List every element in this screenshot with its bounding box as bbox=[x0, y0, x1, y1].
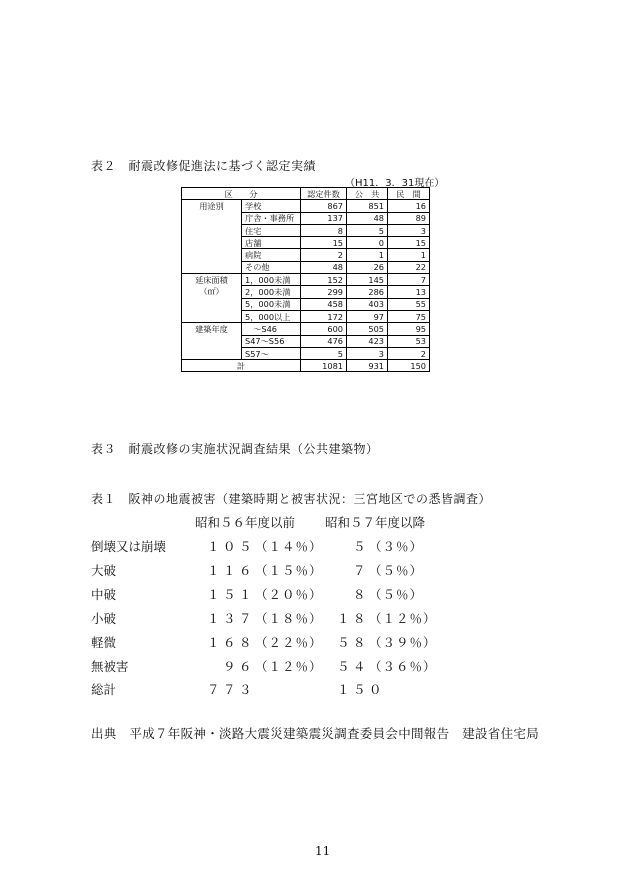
certified-count: 458 bbox=[301, 298, 347, 310]
header-certified: 認定件数 bbox=[301, 188, 347, 200]
public-count: 5 bbox=[347, 224, 388, 236]
public-count: 3 bbox=[347, 347, 388, 359]
public-count: 286 bbox=[347, 286, 388, 298]
percent-value: （１８％） bbox=[255, 611, 323, 626]
total-label: 計 bbox=[182, 360, 301, 372]
certified-count: 2 bbox=[301, 249, 347, 261]
public-count: 1 bbox=[347, 249, 388, 261]
row-name: S57～ bbox=[242, 347, 301, 359]
public-count: 403 bbox=[347, 298, 388, 310]
col-header-before-s56: 昭和５６年度以前 bbox=[195, 515, 296, 530]
header-category: 区 分 bbox=[182, 188, 301, 200]
public-count: 0 bbox=[347, 237, 388, 249]
private-count: 53 bbox=[388, 335, 430, 347]
certified-count: 867 bbox=[301, 200, 347, 212]
row-name: S47～S56 bbox=[242, 335, 301, 347]
public-count: 48 bbox=[347, 212, 388, 224]
damage-category-label: 倒壊又は崩壊 bbox=[91, 539, 167, 554]
total-row bbox=[182, 360, 430, 372]
count-value: ５８ bbox=[337, 635, 370, 650]
count-value: １５０ bbox=[337, 682, 386, 697]
row-name: 庁舎・事務所 bbox=[242, 212, 301, 224]
public-count: 423 bbox=[347, 335, 388, 347]
row-name: その他 bbox=[242, 261, 301, 273]
damage-category-label: 小破 bbox=[91, 611, 117, 626]
public-count: 505 bbox=[347, 323, 388, 335]
percent-value: （３％） bbox=[369, 539, 424, 554]
private-count: 3 bbox=[388, 224, 430, 236]
count-value: １５１ bbox=[207, 587, 256, 602]
private-count: 16 bbox=[388, 200, 430, 212]
percent-value: （２２％） bbox=[255, 635, 323, 650]
count-after-s57 bbox=[337, 609, 437, 627]
certified-count: 5 bbox=[301, 347, 347, 359]
percent-value: （５％） bbox=[369, 563, 424, 578]
row-name: 住宅 bbox=[242, 224, 301, 236]
row-name: 病院 bbox=[242, 249, 301, 261]
count-after-s57 bbox=[337, 680, 385, 698]
percent-value: （１２％） bbox=[369, 611, 437, 626]
certified-count: 48 bbox=[301, 261, 347, 273]
count-value: １３７ bbox=[207, 611, 256, 626]
row-name: 5，000以上 bbox=[242, 310, 301, 322]
count-value: １１６ bbox=[207, 563, 256, 578]
private-count: 95 bbox=[388, 323, 430, 335]
count-before-s56 bbox=[207, 561, 323, 579]
count-value: １８ bbox=[337, 611, 370, 626]
total-private: 150 bbox=[388, 360, 430, 372]
group-label-line: 延床面積 bbox=[195, 275, 228, 286]
damage-category-label: 大破 bbox=[91, 563, 117, 578]
row-name: ～S46 bbox=[242, 323, 301, 335]
header-public: 公 共 bbox=[347, 188, 388, 200]
table-row bbox=[182, 274, 430, 286]
count-value: ８ bbox=[337, 587, 370, 602]
count-value: ９６ bbox=[207, 659, 256, 674]
private-count: 13 bbox=[388, 286, 430, 298]
public-count: 145 bbox=[347, 274, 388, 286]
count-value: ５ bbox=[337, 539, 370, 554]
table-header-row bbox=[182, 188, 430, 200]
table2-caption: 表２ 耐震改修促進法に基づく認定実績 bbox=[91, 159, 317, 173]
certified-count: 8 bbox=[301, 224, 347, 236]
count-value: １６８ bbox=[207, 635, 256, 650]
percent-value: （３６％） bbox=[369, 659, 437, 674]
percent-value: （３９％） bbox=[369, 635, 437, 650]
count-value: １０５ bbox=[207, 539, 256, 554]
count-before-s56 bbox=[207, 680, 255, 698]
damage-category-label: 軽微 bbox=[91, 635, 117, 650]
col-header-after-s57: 昭和５７年度以降 bbox=[325, 515, 426, 530]
certified-count: 299 bbox=[301, 286, 347, 298]
count-before-s56 bbox=[207, 609, 323, 627]
group-label-line: 用途別 bbox=[199, 201, 224, 212]
percent-value: （２０％） bbox=[255, 587, 323, 602]
private-count: 1 bbox=[388, 249, 430, 261]
group-label bbox=[182, 274, 242, 323]
damage-category-label: 中破 bbox=[91, 587, 117, 602]
page-number: 11 bbox=[315, 844, 331, 858]
source-note: 出典 平成７年阪神・淡路大震災建築震災調査委員会中間報告 建設省住宅局 bbox=[91, 726, 540, 741]
private-count: 75 bbox=[388, 310, 430, 322]
private-count: 7 bbox=[388, 274, 430, 286]
count-value: ７ bbox=[337, 563, 370, 578]
private-count: 2 bbox=[388, 347, 430, 359]
private-count: 15 bbox=[388, 237, 430, 249]
private-count: 89 bbox=[388, 212, 430, 224]
table2-as-of-date: （H11．3．31現在） bbox=[345, 178, 445, 189]
row-name: 学校 bbox=[242, 200, 301, 212]
count-before-s56 bbox=[207, 633, 323, 651]
certification-table bbox=[181, 187, 430, 372]
public-count: 851 bbox=[347, 200, 388, 212]
public-count: 97 bbox=[347, 310, 388, 322]
certified-count: 172 bbox=[301, 310, 347, 322]
percent-value: （５％） bbox=[369, 587, 424, 602]
certified-count: 152 bbox=[301, 274, 347, 286]
certified-count: 137 bbox=[301, 212, 347, 224]
damage-category-label: 総計 bbox=[91, 682, 117, 697]
count-after-s57 bbox=[337, 657, 437, 675]
group-label-line: 建築年度 bbox=[195, 324, 228, 335]
count-after-s57 bbox=[337, 561, 423, 579]
count-after-s57 bbox=[337, 585, 423, 603]
damage-category-label: 無被害 bbox=[91, 659, 129, 674]
percent-value: （１２％） bbox=[255, 659, 323, 674]
row-name: 1，000未満 bbox=[242, 274, 301, 286]
certified-count: 600 bbox=[301, 323, 347, 335]
count-before-s56 bbox=[207, 585, 323, 603]
group-label bbox=[182, 200, 242, 274]
group-label-line: （㎡） bbox=[199, 286, 224, 297]
total-certified: 1081 bbox=[301, 360, 347, 372]
count-before-s56 bbox=[207, 537, 323, 555]
count-before-s56 bbox=[207, 657, 323, 675]
count-after-s57 bbox=[337, 633, 437, 651]
row-name: 店舗 bbox=[242, 237, 301, 249]
row-name: 5，000未満 bbox=[242, 298, 301, 310]
certified-count: 476 bbox=[301, 335, 347, 347]
group-label bbox=[182, 323, 242, 360]
table-row bbox=[182, 200, 430, 212]
row-name: 2，000未満 bbox=[242, 286, 301, 298]
table-row bbox=[182, 323, 430, 335]
total-public: 931 bbox=[347, 360, 388, 372]
private-count: 55 bbox=[388, 298, 430, 310]
private-count: 22 bbox=[388, 261, 430, 273]
percent-value: （１５％） bbox=[255, 563, 323, 578]
count-after-s57 bbox=[337, 537, 423, 555]
header-private: 民 間 bbox=[388, 188, 430, 200]
table3-caption: 表３ 耐震改修の実施状況調査結果（公共建築物） bbox=[91, 442, 379, 456]
public-count: 26 bbox=[347, 261, 388, 273]
percent-value: （１４％） bbox=[255, 539, 323, 554]
certified-count: 15 bbox=[301, 237, 347, 249]
count-value: ５４ bbox=[337, 659, 370, 674]
table1-caption: 表１ 阪神の地震被害（建築時期と被害状況：三宮地区での悉皆調査） bbox=[91, 492, 492, 506]
count-value: ７７３ bbox=[207, 682, 256, 697]
